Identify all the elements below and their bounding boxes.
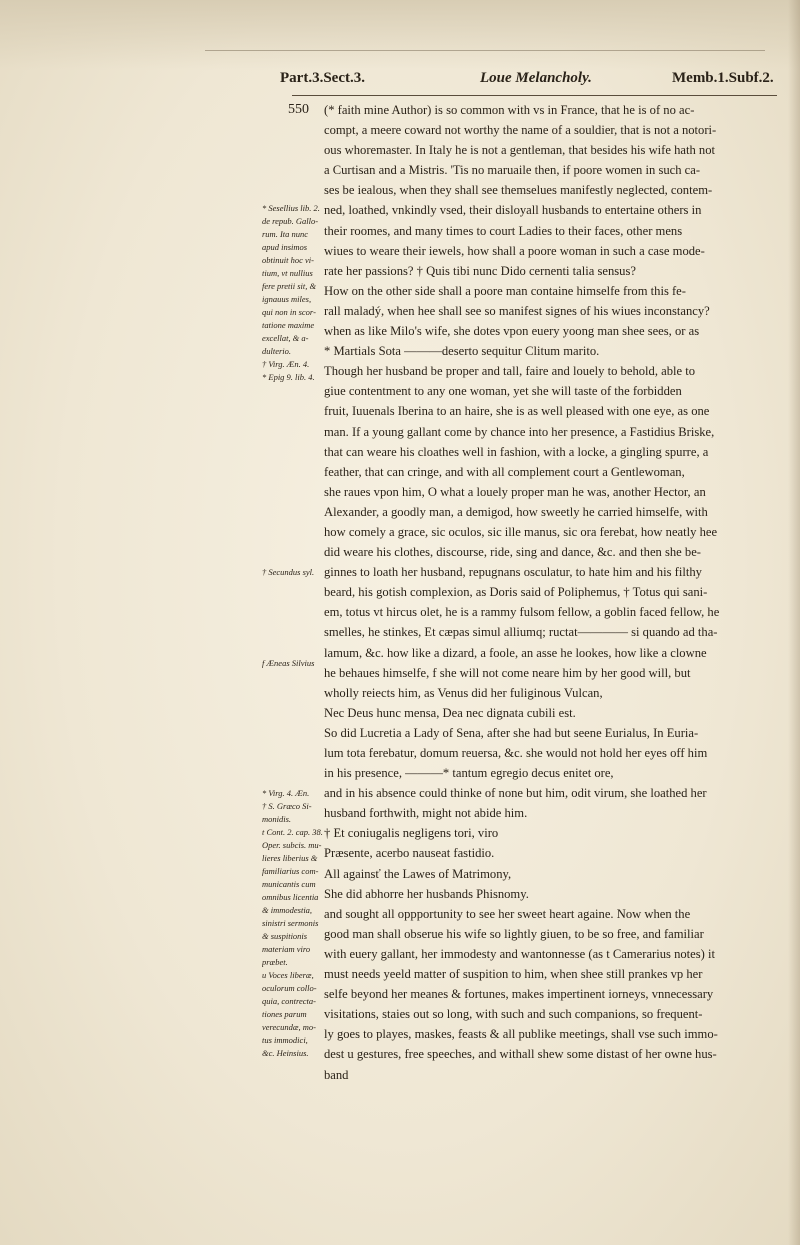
- margin-note: tatione maxime: [262, 320, 315, 330]
- text-line: beard, his gotish complexion, as Doris said of Poliphemus, † Totus qui sani-: [324, 585, 708, 600]
- margin-note: & suspitionis: [262, 931, 308, 941]
- text-line: She did abhorre her husbands Phisnomy.: [324, 886, 529, 901]
- text-line: All againsť the Lawes of Matrimony,: [324, 866, 512, 881]
- text-line: ly goes to playes, maskes, feasts & all publike meetings, shall vse such immo-: [324, 1027, 718, 1042]
- running-head-member: Memb.1.Subf.2.: [672, 70, 774, 86]
- text-line: lum tota ferebatur, domum reuersa, &c. she would not hold her eyes off him: [324, 746, 708, 760]
- margin-note: tium, vt nullius: [262, 268, 313, 278]
- margin-note: rum. Ita nunc: [262, 229, 309, 239]
- text-line: dest u gestures, free speeches, and withall shew some distast of her owne hus-: [324, 1047, 717, 1062]
- margin-note: [262, 514, 324, 527]
- margin-note: [262, 748, 324, 761]
- margin-note: [262, 670, 324, 683]
- text-line: with euery gallant, her immodesty and wantonnesse (as t Camerarius notes) it: [324, 946, 716, 961]
- margin-note: [262, 579, 324, 592]
- margin-note: [262, 462, 324, 475]
- margin-note: præbet.: [262, 957, 288, 967]
- page-edge-shadow: [788, 0, 800, 1245]
- text-line: em, totus vt hircus olet, he is a rammy fulsom fellow, a goblin faced fellow, he: [324, 605, 720, 620]
- margin-note: [262, 696, 324, 709]
- margin-notes: [262, 202, 324, 1060]
- margin-note: fere pretii sit, &: [262, 281, 317, 291]
- margin-note: [262, 553, 324, 566]
- text-line: must needs yeeld matter of suspition to him, when shee still prankes vp her: [324, 967, 703, 982]
- margin-note: * Virg. 4. Æn.: [262, 788, 310, 798]
- text-line: Præsente, acerbo nauseat fastidio.: [324, 846, 495, 861]
- text-line: How on the other side shall a poore man containe himselfe from this fe-: [324, 283, 686, 298]
- margin-note: apud insimos: [262, 242, 308, 252]
- text-line: did weare his clothes, discourse, ride, sing and dance, &c. and then she be-: [324, 545, 701, 560]
- margin-note: [262, 475, 324, 488]
- margin-note: * Sesellius lib. 2.: [262, 203, 320, 213]
- margin-note: [262, 774, 324, 787]
- margin-note: [262, 735, 324, 748]
- margin-note: tus immodici,: [262, 1035, 308, 1045]
- text-line: compt, a meere coward not worthy the name of a souldier, that is not a notori-: [324, 123, 717, 138]
- margin-note: [262, 631, 324, 644]
- text-line: in his presence, ———* tantum egregio decus enitet ore,: [324, 766, 614, 781]
- text-line: wholly reiects him, as Venus did her fuliginous Vulcan,: [324, 685, 603, 700]
- margin-note: u Voces liberæ,: [262, 970, 314, 980]
- text-line: ses be iealous, when they shall see themselues manifestly neglected, contem-: [324, 183, 713, 198]
- body-text: [324, 100, 784, 1085]
- margin-note: & immodestia,: [262, 905, 313, 915]
- margin-note: [262, 397, 324, 410]
- text-line: ginnes to loath her husband, repugnans osculatur, to hate him and his filthy: [324, 565, 702, 580]
- running-head-part: Part.3.Sect.3.: [280, 70, 365, 86]
- margin-note: quia, contrecta-: [262, 996, 316, 1006]
- margin-note: [262, 618, 324, 631]
- text-line: a Curtisan and a Mistris. 'Tis no maruaile then, if poore women in such ca-: [324, 163, 701, 178]
- running-head-title: Loue Melancholy.: [480, 70, 592, 86]
- text-line: smelles, he stinkes, Et cæpas simul alliumq; ructat———— si quando ad tha-: [324, 625, 718, 640]
- margin-note: [262, 709, 324, 722]
- margin-note: &c. Heinsius.: [262, 1048, 309, 1058]
- margin-note: materiam viro: [262, 944, 311, 954]
- margin-note: [262, 527, 324, 540]
- text-line: Alexander, a goodly man, a demigod, how sweetly he carried himselfe, with: [324, 504, 708, 519]
- text-line: feather, that can cringe, and with all complement court a Gentlewoman,: [324, 464, 685, 479]
- text-line: lamum, &c. how like a dizard, a foole, an asse he lookes, how like a clowne: [324, 645, 707, 660]
- text-line: she raues vpon him, O what a louely proper man he was, another Hector, an: [324, 484, 706, 499]
- text-line: ous whoremaster. In Italy he is not a gentleman, that besides his wife hath not: [324, 143, 716, 158]
- margin-note: [262, 683, 324, 696]
- margin-note: monidis.: [262, 814, 292, 824]
- margin-note: de repub. Gallo-: [262, 216, 319, 226]
- margin-note: † Virg. Æn. 4.: [262, 359, 310, 369]
- margin-note: municantis cum: [262, 879, 316, 889]
- margin-note: excellat, & a-: [262, 333, 309, 343]
- margin-note: [262, 436, 324, 449]
- margin-note: † Secundus syl.: [262, 567, 315, 577]
- text-line: ned, loathed, vnkindly vsed, their disloyall husbands to entertaine others in: [324, 203, 702, 218]
- text-line: their roomes, and many times to court Ladies to their faces, other mens: [324, 223, 683, 238]
- margin-note: sinistri sermonis: [262, 918, 319, 928]
- text-line: band: [324, 1067, 349, 1082]
- text-line: that can weare his cloathes well in fashion, with a locke, a gingling spurre, a: [324, 444, 709, 459]
- margin-note: ignauus miles,: [262, 294, 312, 304]
- margin-note: [262, 449, 324, 462]
- text-line: when as like Milo's wife, she dotes vpon euery yoong man shee sees, or as: [324, 324, 700, 339]
- margin-note: dulterio.: [262, 346, 292, 356]
- text-line: how comely a grace, sic oculos, sic ille manus, sic ora ferebat, how neatly hee: [324, 524, 718, 539]
- margin-note: obtinuit hoc vi-: [262, 255, 314, 265]
- margin-note: [262, 540, 324, 553]
- text-line: Though her husband be proper and tall, faire and louely to behold, able to: [324, 364, 696, 379]
- text-line: he behaues himselfe, f she will not come neare him by her good will, but: [324, 665, 691, 680]
- text-line: husband forthwith, might not abide him.: [324, 806, 528, 821]
- margin-note: familiarius com-: [262, 866, 319, 876]
- text-line: So did Lucretia a Lady of Sena, after she had but seene Eurialus, In Euria-: [324, 725, 699, 740]
- margin-note: omnibus licentia: [262, 892, 319, 902]
- text-line: man. If a young gallant come by chance into her presence, a Fastidius Briske,: [324, 424, 715, 439]
- text-line: (* faith mine Author) is so common with vs in France, that he is of no ac-: [324, 103, 695, 117]
- top-rule: [205, 50, 765, 51]
- margin-note: f Æneas Silvius: [262, 658, 315, 668]
- text-line: giue contentment to any one woman, yet she will taste of the forbidden: [324, 384, 682, 399]
- text-line: * Martials Sota ———deserto sequitur Clitum marito.: [324, 344, 600, 359]
- margin-note: [262, 410, 324, 423]
- margin-note: t Cont. 2. cap. 38.: [262, 827, 323, 837]
- margin-note: [262, 423, 324, 436]
- margin-note: verecundæ, mo-: [262, 1022, 316, 1032]
- text-line: Nec Deus hunc mensa, Dea nec dignata cubili est.: [324, 705, 576, 720]
- margin-note: [262, 592, 324, 605]
- text-line: † Et coniugalis negligens tori, viro: [324, 826, 499, 841]
- margin-note: [262, 722, 324, 735]
- text-line: selfe beyond her meanes & fortunes, makes impertinent iorneys, vnnecessary: [324, 987, 714, 1002]
- text-line: and in his absence could thinke of none but him, odit virum, she loathed her: [324, 786, 707, 801]
- margin-note: [262, 644, 324, 657]
- margin-note: Oper. subcis. mu-: [262, 840, 322, 850]
- margin-note: [262, 605, 324, 618]
- margin-note: [262, 761, 324, 774]
- margin-note: [262, 501, 324, 514]
- text-line: and sought all oppportunity to see her sweet heart againe. Now when the: [324, 906, 691, 921]
- margin-note: [262, 384, 324, 397]
- text-line: rall maladý, when hee shall see so manifest signes of his wiues inconstancy?: [324, 303, 710, 318]
- page-number: 550: [288, 102, 309, 117]
- margin-note: * Epig 9. lib. 4.: [262, 372, 315, 382]
- margin-note: tiones parum: [262, 1009, 307, 1019]
- text-line: wiues to weare their iewels, how shall a poore woman in such a case mode-: [324, 243, 705, 258]
- margin-note: oculorum collo-: [262, 983, 317, 993]
- head-rule: [292, 95, 777, 96]
- running-head: [280, 66, 800, 90]
- page-shadow: [0, 0, 800, 70]
- text-line: fruit, Iuuenals Iberina to an haire, she is as well pleased with one eye, as one: [324, 404, 710, 419]
- text-line: rate her passions? † Quis tibi nunc Dido cernenti talia sensus?: [324, 263, 636, 278]
- text-line: visitations, staies out so long, with such and such companions, so frequent-: [324, 1007, 703, 1022]
- margin-note: lieres liberius &: [262, 853, 318, 863]
- margin-note: † S. Græco Si-: [262, 801, 312, 811]
- margin-note: qui non in scor-: [262, 307, 316, 317]
- text-line: good man shall obserue his wife so lightly giuen, to be so free, and familiar: [324, 926, 704, 941]
- margin-note: [262, 488, 324, 501]
